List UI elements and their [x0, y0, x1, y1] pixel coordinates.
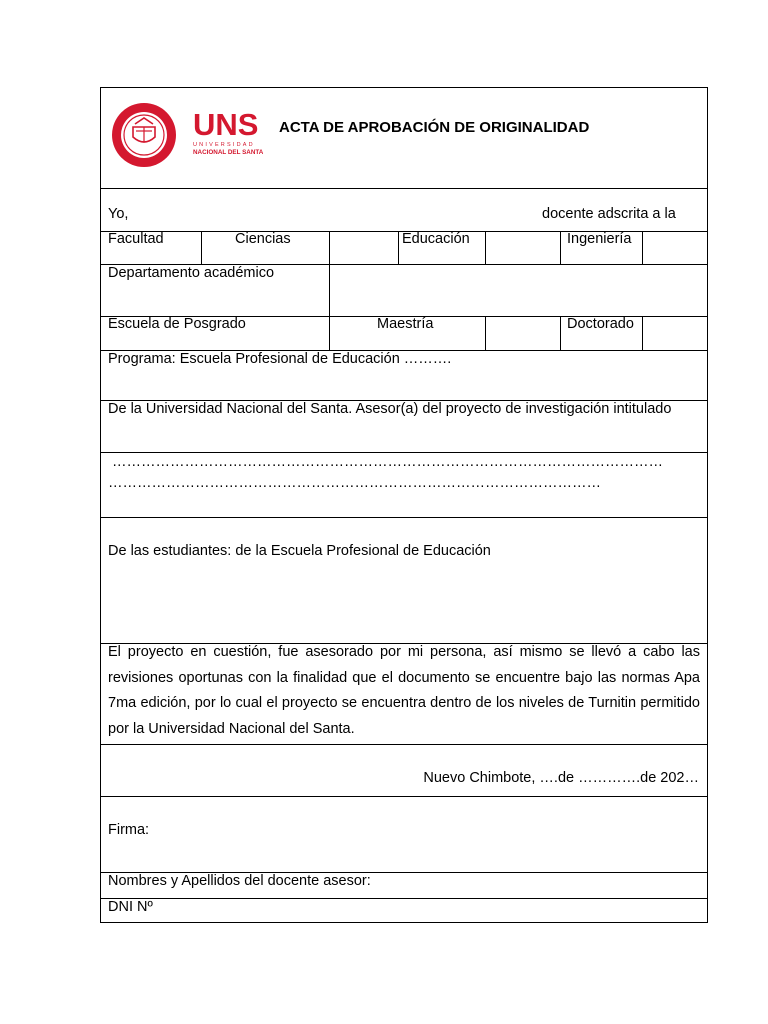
- cell-divider: [329, 264, 330, 316]
- cell-divider: [642, 316, 643, 350]
- dni-label: DNI Nº: [108, 899, 153, 915]
- logo-main-text: UNS: [193, 107, 259, 142]
- universidad-text: De la Universidad Nacional del Santa. Asesor(a) del proyecto de investigación intitulado: [108, 401, 672, 417]
- title-dots-line-1: ……………………………………………………………………………………………………: [112, 454, 663, 470]
- cell-divider: [201, 231, 202, 264]
- proyecto-paragraph: El proyecto en cuestión, fue asesorado por mi persona, así mismo se llevó a cabo las revisiones oportunas con la finalidad que el documento se encuentre bajo las normas Apa 7ma edición, por lo cual el proyecto se encuentra dentro de los niveles de Turnitin permitido por la Universidad Nacional del Santa.: [108, 644, 700, 737]
- doctorado-label: Doctorado: [567, 316, 634, 332]
- row-divider: [101, 898, 707, 899]
- cell-divider: [560, 231, 561, 264]
- ingenieria-label: Ingeniería: [567, 231, 632, 247]
- row-divider: [101, 517, 707, 518]
- nombres-label: Nombres y Apellidos del docente asesor:: [108, 873, 371, 889]
- docente-label: docente adscrita a la: [542, 206, 676, 222]
- cell-divider: [485, 316, 486, 350]
- ciencias-label: Ciencias: [235, 231, 291, 247]
- cell-divider: [329, 316, 330, 350]
- departamento-label: Departamento académico: [108, 265, 275, 281]
- cell-divider: [642, 231, 643, 264]
- educacion-label: Educación: [402, 231, 470, 247]
- yo-label: Yo,: [108, 206, 129, 222]
- fecha-text: Nuevo Chimbote, ….de ………….de 202…: [423, 770, 699, 786]
- row-divider: [101, 744, 707, 745]
- logo-sub1-text: UNIVERSIDAD: [193, 142, 255, 148]
- firma-label: Firma:: [108, 822, 150, 838]
- logo-sub2-text: NACIONAL DEL SANTA: [193, 149, 263, 156]
- posgrado-label: Escuela de Posgrado: [108, 316, 246, 332]
- row-divider: [101, 188, 707, 189]
- programa-text: Programa: Escuela Profesional de Educación ……….: [108, 351, 452, 367]
- document-title: ACTA DE APROBACIÓN DE ORIGINALIDAD: [279, 119, 590, 136]
- cell-divider: [398, 231, 399, 264]
- cell-divider: [560, 316, 561, 350]
- originality-form: [100, 87, 708, 923]
- facultad-label: Facultad: [108, 231, 164, 247]
- cell-divider: [485, 231, 486, 264]
- row-divider: [101, 796, 707, 797]
- uns-logo: [111, 100, 263, 170]
- row-divider: [101, 452, 707, 453]
- title-dots-line-2: …………………………………………………………………………………………: [108, 475, 601, 491]
- estudiantes-text: De las estudiantes: de la Escuela Profesional de Educación: [108, 543, 491, 559]
- cell-divider: [329, 231, 330, 264]
- maestria-label: Maestría: [377, 316, 434, 332]
